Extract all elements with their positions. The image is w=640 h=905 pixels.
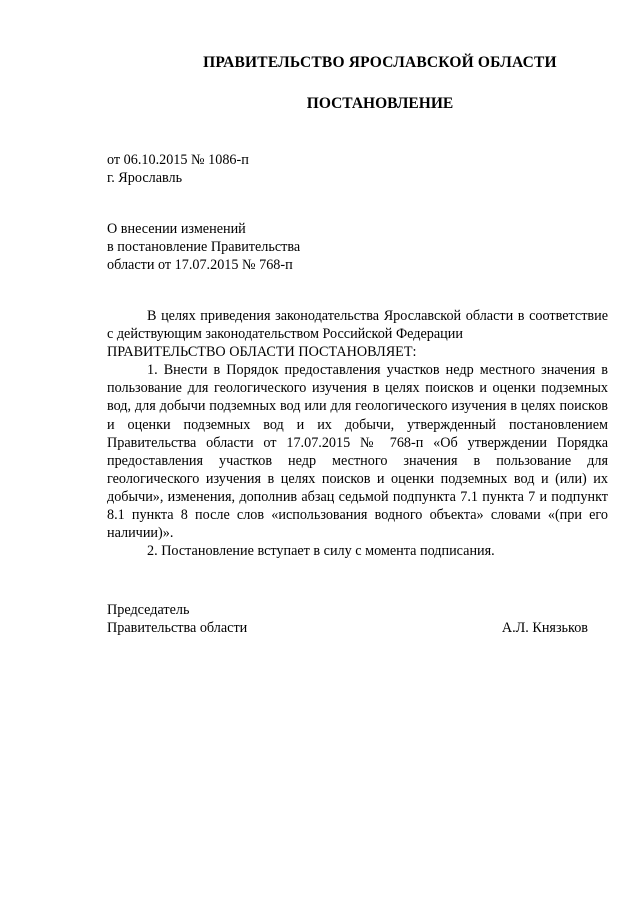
subject-line-2: в постановление Правительства [107, 239, 301, 255]
subject-line-3: области от 17.07.2015 № 768-п [107, 257, 293, 273]
city: г. Ярославль [107, 170, 183, 186]
preamble-paragraph: В целях приведения законодательства Ярославской области в соответствие с действующим законодательством Российской Федерации [107, 308, 608, 343]
organization-header: ПРАВИТЕЛЬСТВО ЯРОСЛАВСКОЙ ОБЛАСТИ [203, 54, 557, 71]
resolves-line: ПРАВИТЕЛЬСТВО ОБЛАСТИ ПОСТАНОВЛЯЕТ: [107, 344, 417, 361]
signature-block [107, 601, 588, 637]
document-body [107, 307, 608, 560]
signatory-title-line-1: Председатель [107, 602, 190, 618]
document-type-title: ПОСТАНОВЛЕНИЕ [306, 95, 454, 112]
signatory-title-line-2: Правительства области [107, 620, 248, 636]
date-number: от 06.10.2015 № 1086-п [107, 152, 249, 168]
signatory-name: А.Л. Князьков [501, 620, 588, 636]
subject-line-1: О внесении изменений [107, 221, 246, 237]
document-meta [107, 151, 249, 187]
signature-row [107, 619, 588, 637]
document-subject [107, 220, 300, 274]
item-2-paragraph: 2. Постановление вступает в силу с момента подписания. [147, 543, 495, 560]
item-1-paragraph: 1. Внести в Порядок предоставления участков недр местного значения в пользование для геологического изучения в целях поисков и оценки подземных вод, для добычи подземных вод или для геологического изучения в целях поисков и оценки подземных вод и их добычи, утвержденный постановлением Правительства области от 17.07.2015 № 768-п «Об утверждении Порядка предоставления участков недр местного значения в пользование для геологического изучения в целях поисков и оценки подземных вод и (или) их добычи», изменения, дополнив абзац седьмой подпункта 7.1 пункта 7 и подпункт 8.1 пункта 8 после слов «использования водного объекта» словами «(при его наличии)». [107, 362, 608, 542]
